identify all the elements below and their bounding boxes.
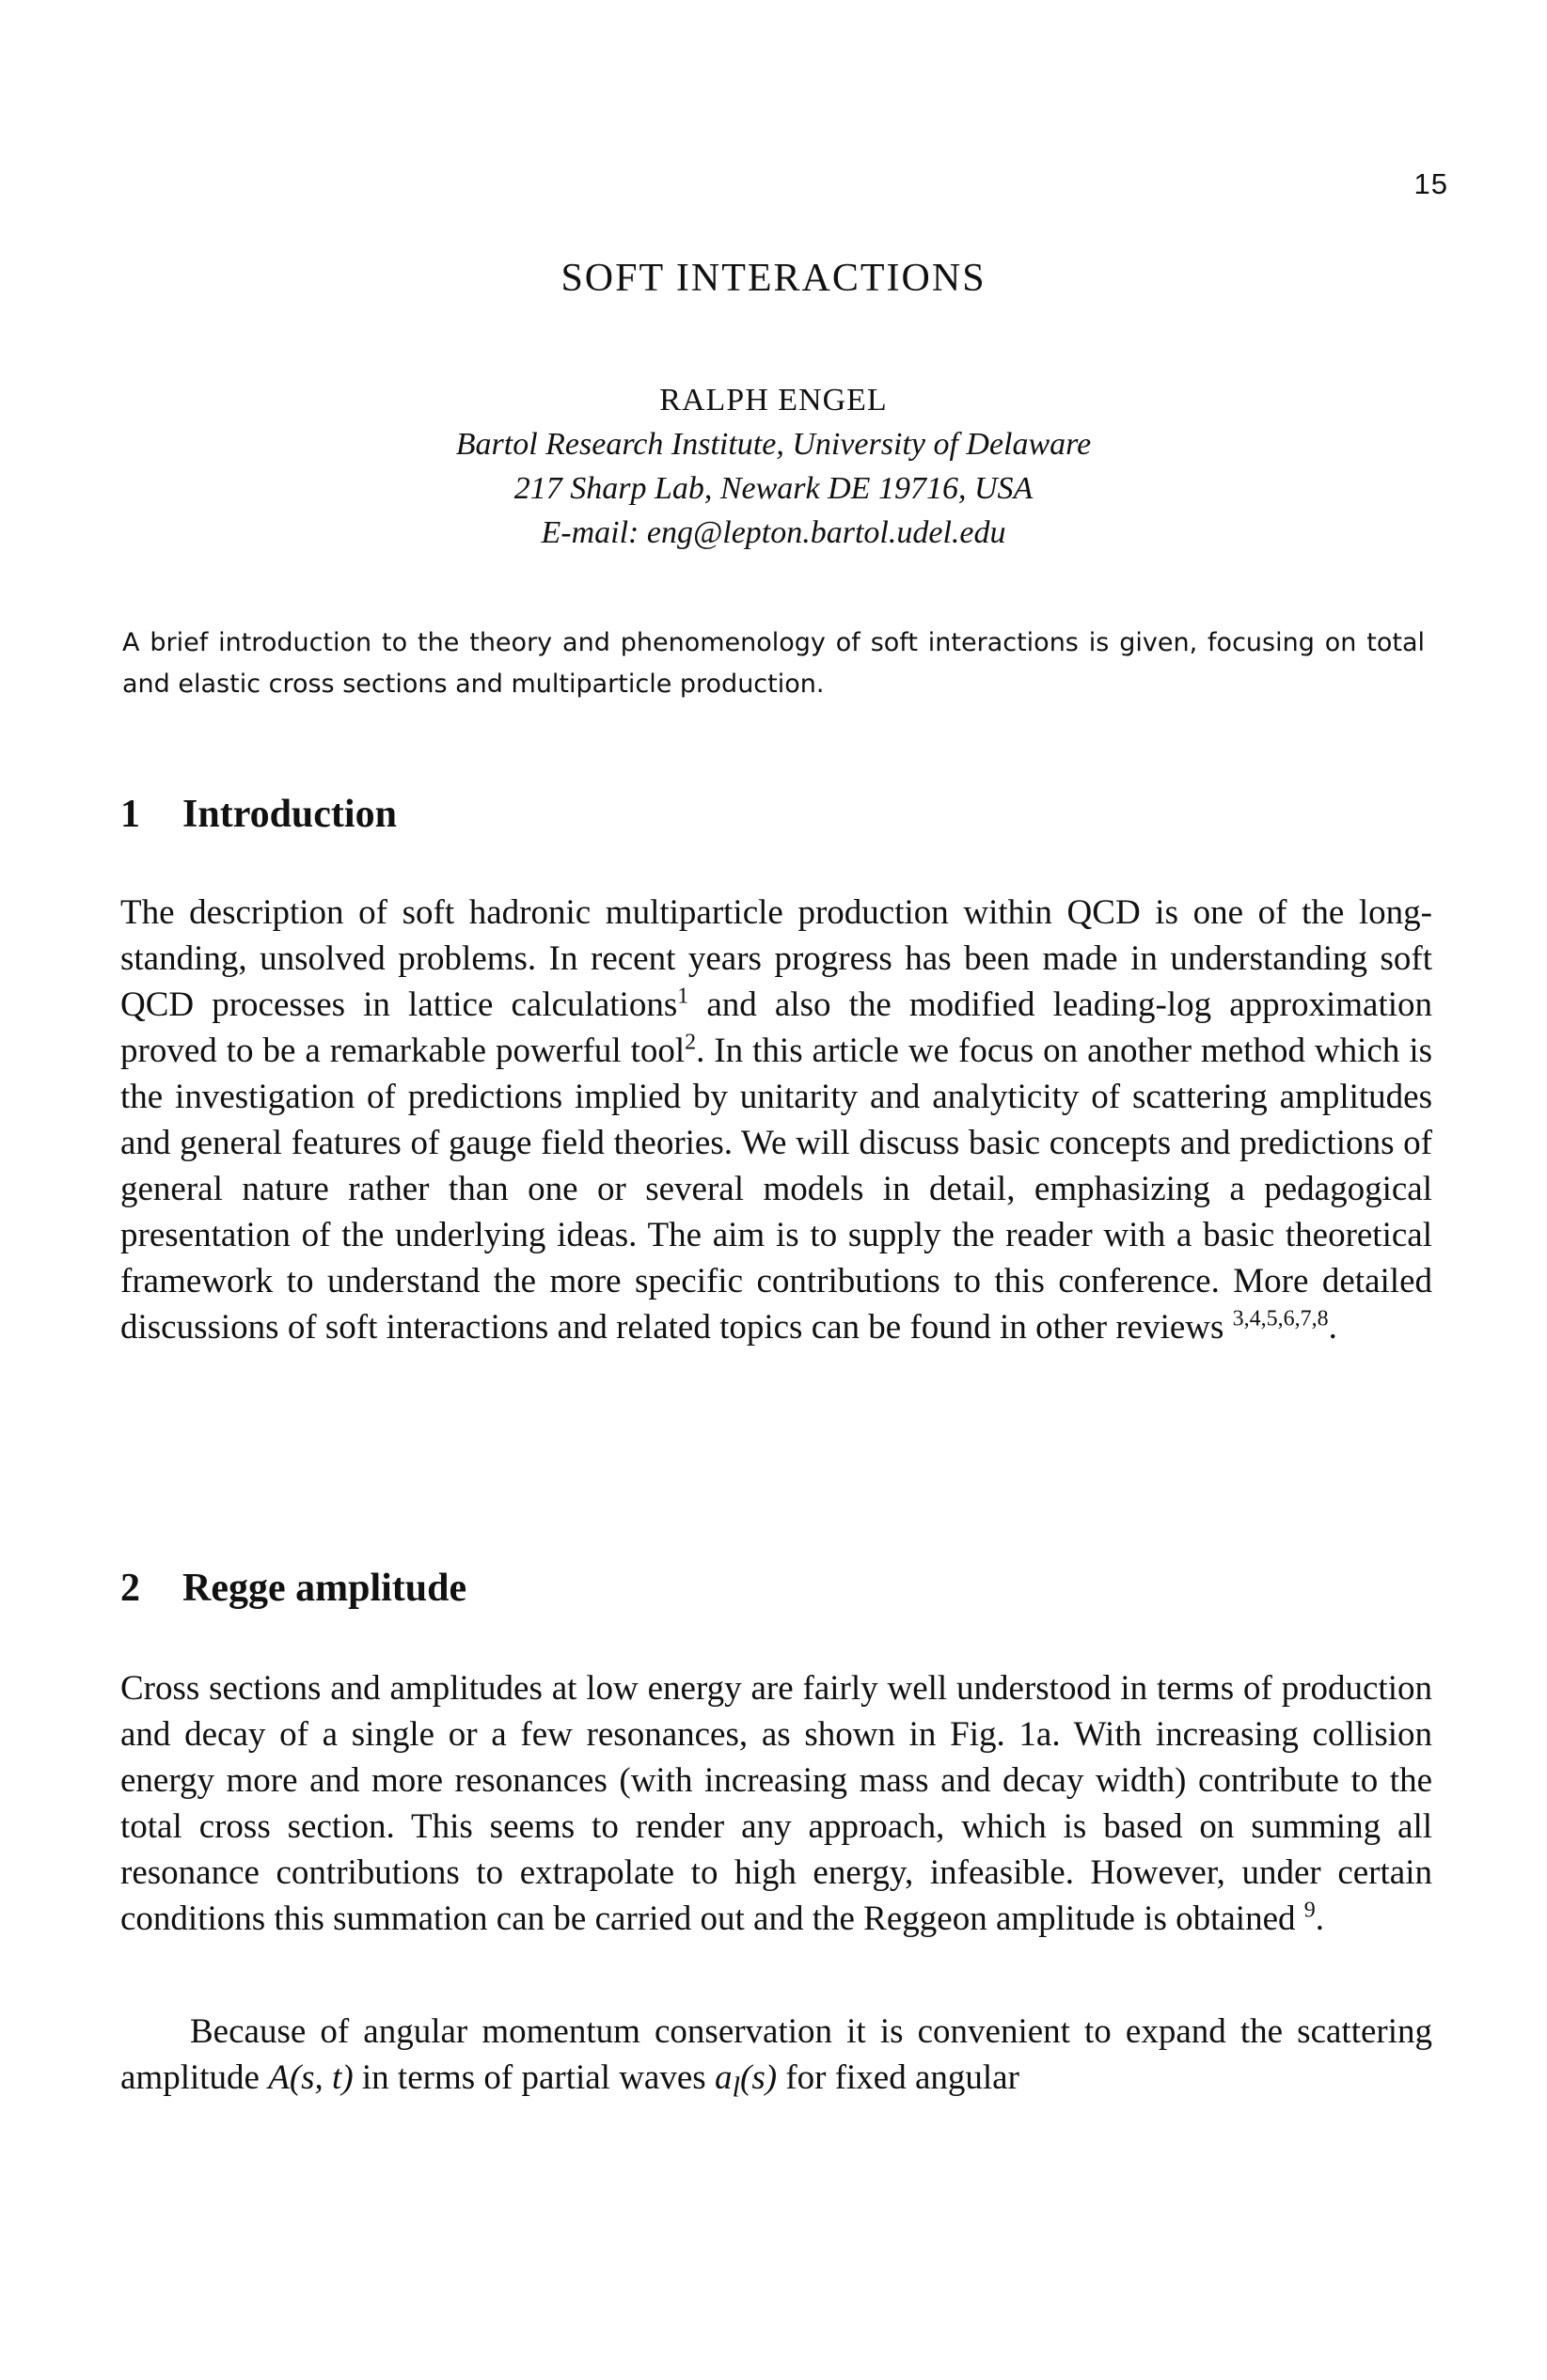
paragraph-text: Cross sections and amplitudes at low energy are fairly well understood in terms of production and decay of a single or a few resonances, as shown in Fig. 1a. With increasing collision energy more and more resonances (with increasing mass and decay width) contribute to the total cross section. This seems to render any approach, which is based on summing all resonance contributions to extrapolate to high energy, infeasible. However, under certain conditions this summation can be carried out and the Reggeon amplitude is obtained xyxy=(120,1669,1432,1938)
math-amplitude: A(s, t) xyxy=(268,2058,354,2097)
paragraph-text: . In this article we focus on another method which is the investigation of predictions implied by unitarity and analyticity of scattering amplitudes and general features of gauge field theories. We will discuss basic concepts and predictions of general nature rather than one or several models in detail, emphasizing a pedagogical presentation of the underlying ideas. The aim is to supply the reader with a basic theoretical framework to understand the more specific contributions to this conference. More detailed discussions of soft interactions and related topics can be found in other reviews xyxy=(120,1032,1432,1347)
section-title: Regge amplitude xyxy=(182,1567,467,1610)
math-argument: (s) xyxy=(740,2058,778,2097)
citation-superscript: 3,4,5,6,7,8 xyxy=(1232,1306,1329,1332)
section-number: 1 xyxy=(120,793,140,836)
section-title: Introduction xyxy=(182,793,397,836)
introduction-paragraph xyxy=(120,890,1432,1350)
citation-superscript: 1 xyxy=(677,984,689,1009)
author-block xyxy=(0,378,1547,555)
author-email: E-mail: eng@lepton.bartol.udel.edu xyxy=(541,515,1006,550)
paragraph-text: and also the modified leading-log approximation proved to be a remarkable powerful tool xyxy=(120,985,1432,1070)
author-name: RALPH ENGEL xyxy=(659,383,888,418)
regge-paragraph-2 xyxy=(120,2009,1432,2110)
section-heading-introduction xyxy=(120,792,397,837)
regge-paragraph-1 xyxy=(120,1665,1432,1942)
math-subscript: l xyxy=(732,2071,741,2104)
paragraph-text: in terms of partial waves xyxy=(353,2058,715,2097)
math-partial-wave: a xyxy=(714,2058,733,2097)
abstract: A brief introduction to the theory and phenomenology of soft interactions is given, focusing on total and elastic cross sections and multiparticle production. xyxy=(122,628,1425,699)
citation-superscript: 9 xyxy=(1303,1898,1316,1923)
page-number: 15 xyxy=(1413,167,1448,200)
paragraph-text: . xyxy=(1315,1899,1324,1938)
paragraph-text: The description of soft hadronic multiparticle production within QCD is one of the long-standing, unsolved problems. In recent years progress has been made in understanding soft QCD processes in lattice calculations xyxy=(120,893,1432,1024)
section-heading-regge-amplitude xyxy=(120,1566,466,1611)
paragraph-text: . xyxy=(1328,1308,1337,1347)
affiliation-line-2: 217 Sharp Lab, Newark DE 19716, USA xyxy=(513,471,1034,506)
paragraph-text: for fixed angular xyxy=(777,2058,1019,2097)
section-number: 2 xyxy=(120,1567,140,1610)
citation-superscript: 2 xyxy=(685,1030,697,1055)
paper-title: SOFT INTERACTIONS xyxy=(560,257,987,300)
affiliation-line-1: Bartol Research Institute, University of Delaware xyxy=(455,427,1092,462)
paragraph-text: Because of angular momentum conservation it is convenient to expand the scattering amplitude xyxy=(120,2012,1432,2097)
